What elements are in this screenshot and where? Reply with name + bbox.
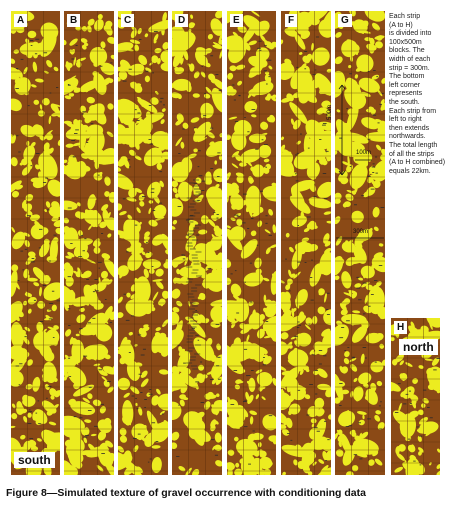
strip-c	[107, 2, 178, 481]
note-line: equals 22km.	[389, 167, 431, 175]
strip-notes	[389, 13, 461, 176]
gravel-patch	[244, 471, 248, 476]
note-line: width of each	[389, 55, 431, 63]
figure-caption: Figure 8—Simulated texture of gravel occurrence with conditioning data	[6, 487, 366, 499]
strip-e	[214, 1, 288, 479]
length-500m-label: 500m	[327, 104, 333, 120]
strip-label-d: D	[175, 14, 188, 27]
note-line: the south.	[389, 98, 420, 106]
strip-b	[49, 11, 124, 485]
note-line: represents	[389, 90, 423, 98]
north-label: north	[399, 339, 438, 355]
strip-label-b: B	[67, 14, 80, 27]
note-line: (A to H combined)	[389, 159, 446, 167]
strip-label-e: E	[230, 14, 243, 27]
note-line: (A to H)	[389, 21, 413, 29]
note-line: Each strip	[389, 13, 421, 20]
strip-a	[1, 8, 69, 482]
note-line: left to right	[389, 116, 422, 124]
note-line: blocks. The	[389, 47, 425, 55]
strip-label-g: G	[338, 14, 352, 27]
note-line: then extends	[389, 124, 430, 132]
note-line: of all the strips	[389, 150, 435, 158]
note-line: 100x500m	[389, 38, 422, 46]
south-label: south	[14, 452, 55, 468]
strip-label-c: C	[121, 14, 134, 27]
strip-f	[267, 2, 342, 483]
note-line: Each strip from	[389, 107, 437, 115]
strip-g	[325, 1, 395, 479]
width-300m-label: 300m	[353, 229, 369, 235]
strip-label-h: H	[394, 321, 407, 334]
note-line: left corner	[389, 81, 421, 89]
note-line: The bottom	[389, 73, 425, 81]
strip-label-f: F	[285, 14, 297, 27]
note-line: The total length	[389, 141, 438, 149]
gravel-patch	[436, 376, 442, 383]
width-100m-label: 100m	[356, 150, 372, 156]
note-line: is divided into	[389, 30, 432, 38]
note-line: northwards.	[389, 133, 426, 141]
strip-label-a: A	[14, 14, 27, 27]
gravel-patch	[264, 295, 267, 303]
note-line: strip = 300m.	[389, 64, 430, 72]
gravel-patch	[16, 405, 24, 415]
